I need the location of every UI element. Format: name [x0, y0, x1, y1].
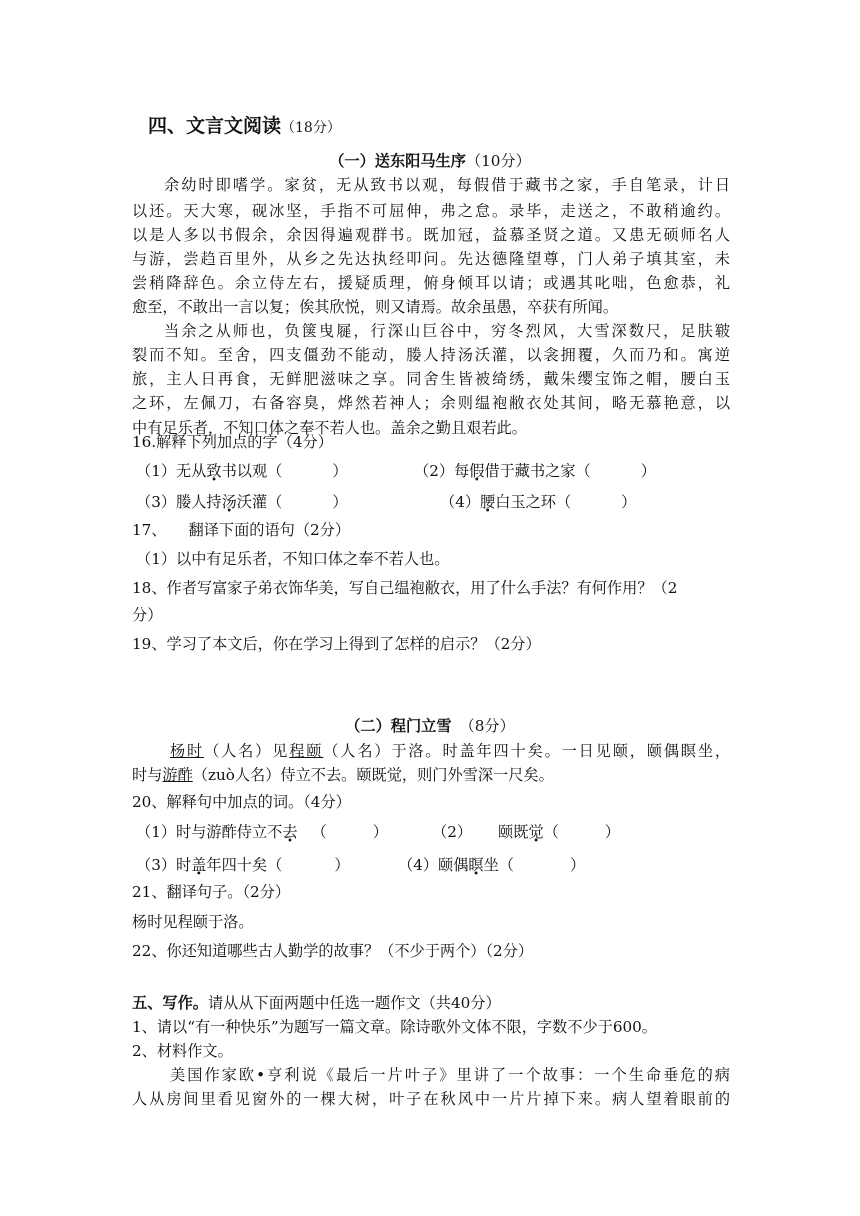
q16-item-3: （3）媵人持汤沃灌（ ）: [136, 493, 348, 511]
text2-line-1: 杨时（人名）见程颐（人名）于洛。时盖年四十矣。一日见颐，颐偶瞑坐，: [170, 742, 731, 760]
text2-title: （二）程门立雪: [345, 717, 452, 735]
q16-item-2: （2）每假借于藏书之家（ ）: [414, 462, 656, 480]
text1-title: （一）送东阳马生序: [329, 152, 466, 170]
text1-line-7: 当余之从师也，负箧曳屣，行深山巨谷中，穷冬烈风，大雪深数尺，足肤皲: [164, 322, 730, 340]
q20-stem: 20、解释句中加点的词。（4分）: [132, 793, 351, 811]
q20-item-4: （4）颐偶瞑坐（ ）: [398, 856, 586, 874]
text1-line-4: 与游，尝趋百里外，从乡之先达执经叩问。先达德隆望尊，门人弟子填其室，未: [132, 250, 730, 268]
q21-item: 杨时见程颐于洛。: [132, 913, 254, 931]
text1-heading: [0, 151, 860, 171]
q16-dotted-2: 假: [469, 462, 485, 480]
q20-dotted-4: 瞑: [468, 856, 484, 874]
text1-line-8: 裂而不知。至舍，四支僵劲不能动，媵人持汤沃灌，以衾拥覆，久而乃和。寓逆: [132, 346, 730, 364]
q16-item-1: （1）无从致书以观（ ）: [136, 462, 348, 480]
text2-score: （8分）: [459, 717, 515, 735]
text1-line-3: 以是人多以书假余，余因得遍观群书。既加冠，益慕圣贤之道。又患无硕师名人: [132, 226, 730, 244]
section4-score: （18分）: [281, 120, 341, 136]
q20-dotted-1: 去: [282, 823, 298, 841]
text1-line-2: 以还。天大寒，砚冰坚，手指不可屈伸，弗之怠。录毕，走送之，不敢稍逾约。: [132, 202, 730, 220]
text1-line-11: 中有足乐者，不知口体之奉不若人也。盖余之勤且艰若此。: [132, 419, 527, 437]
q19-stem: 19、学习了本文后，你在学习上得到了怎样的启示？（2分）: [132, 635, 541, 653]
q18-line-1: 18、作者写富家子弟衣饰华美，写自己缊袍敝衣，用了什么手法？有何作用？（2: [132, 579, 678, 597]
section4-heading: [148, 116, 341, 138]
q20-item-3: （3）时盖年四十矣（ ）: [136, 856, 350, 874]
q16-dotted-4: 腰: [480, 493, 496, 511]
q18-line-2: 分）: [132, 606, 163, 624]
text1-line-9: 旅，主人日再食，无鲜肥滋味之享。同舍生皆被绮绣，戴朱缨宝饰之帽，腰白玉: [132, 370, 730, 388]
text1-line-1: 余幼时即嗜学。家贫，无从致书以观，每假借于藏书之家，手自笔录，计日: [164, 176, 730, 194]
section5-title: 五、写作。: [132, 994, 208, 1012]
q20-dotted-3: 盖: [191, 856, 207, 874]
section5-material-2: 人从房间里看见窗外的一棵大树，叶子在秋风中一片片掉下来。病人望着眼前的: [132, 1090, 730, 1108]
q21-stem: 21、翻译句子。（2分）: [132, 883, 291, 901]
text1-line-10: 之环，左佩刀，右备容臭，烨然若神人；余则缊袍敝衣处其间，略无慕艳意，以: [132, 394, 730, 412]
section5-intro: 请从从下面两题中任选一题作文（共40分）: [207, 994, 501, 1012]
q17-stem: 17、 翻译下面的语句（2分）: [132, 521, 351, 539]
text1-line-6: 愈至，不敢出一言以复；俟其欣悦，则又请焉。故余虽愚，卒获有所闻。: [132, 298, 618, 316]
q20-item-2: （2） 颐既觉（ ）: [432, 823, 620, 841]
q20-item-1: （1）时与游酢侍立不去 （ ）: [136, 823, 388, 841]
section5-option-2: 2、材料作文。: [132, 1042, 233, 1060]
q16-dotted-1: 致: [206, 462, 222, 480]
section5-option-1: 1、请以“有一种快乐”为题写一篇文章。除诗歌外文体不限，字数不少于600。: [132, 1018, 657, 1036]
q16-item-4: （4）腰白玉之环（ ）: [440, 493, 637, 511]
q16-stem: 16.解释下列加点的字（4分）: [132, 433, 333, 451]
section5-heading: [132, 993, 501, 1013]
text1-score: （10分）: [465, 152, 531, 170]
section5-material-1: 美国作家欧•亨利说《最后一片叶子》里讲了一个故事：一个生命垂危的病: [170, 1066, 730, 1084]
q16-dotted-3: 汤: [221, 493, 237, 511]
text2-heading: [0, 716, 860, 736]
section4-title: 四、文言文阅读: [148, 115, 282, 137]
q17-item: （1）以中有足乐者，不知口体之奉不若人也。: [136, 550, 450, 568]
q20-dotted-2: 觉: [528, 823, 544, 841]
text2-line-2: 时与游酢（zuò人名）侍立不去。颐既觉，则门外雪深一尺矣。: [132, 766, 554, 784]
q22-stem: 22、你还知道哪些古人勤学的故事？（不少于两个）（2分）: [132, 942, 534, 960]
text1-line-5: 尝稍降辞色。余立侍左右，援疑质理，俯身倾耳以请；或遇其叱咄，色愈恭，礼: [132, 274, 730, 292]
